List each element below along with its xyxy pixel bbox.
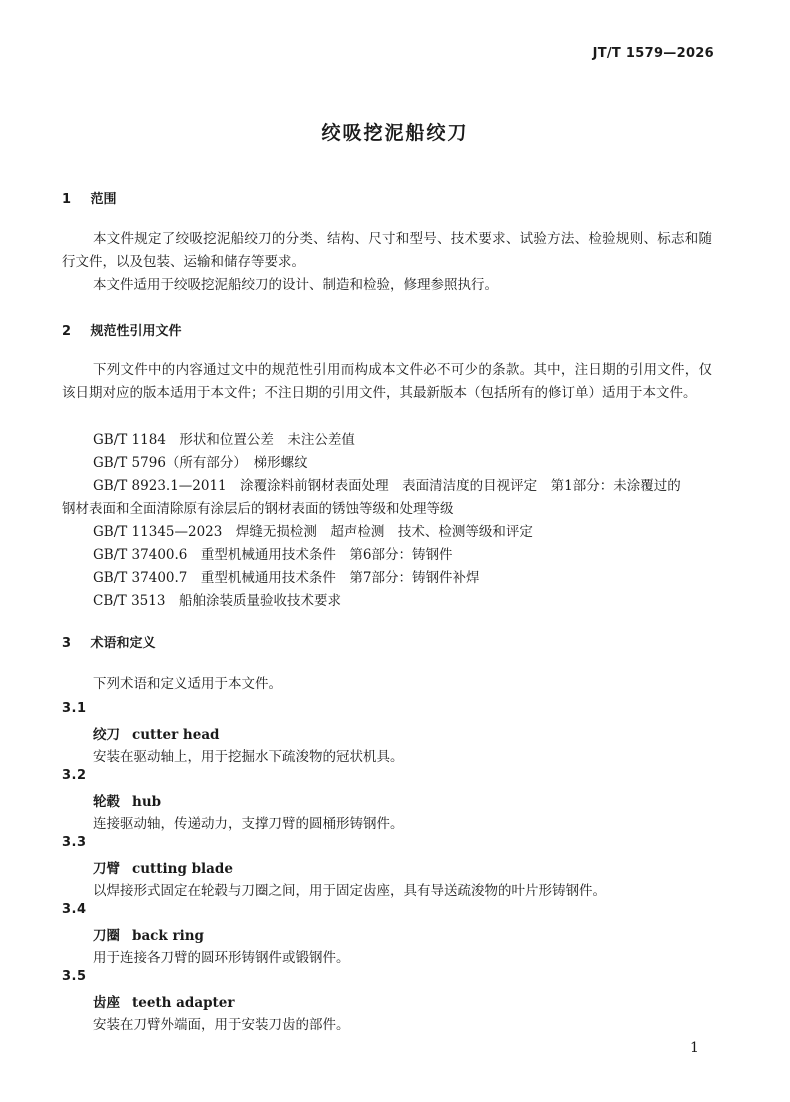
term-definition: 用于连接各刀臂的圆环形铸钢件或锻钢件。 xyxy=(93,950,350,966)
section-3-heading xyxy=(62,632,156,651)
section-number: 2 xyxy=(62,324,72,339)
reference-item: GB/T 37400.7 重型机械通用技术条件 第7部分：铸钢件补焊 xyxy=(93,570,480,586)
reference-item: CB/T 3513 船舶涂装质量验收技术要求 xyxy=(93,593,341,609)
reference-item: GB/T 37400.6 重型机械通用技术条件 第6部分：铸钢件 xyxy=(93,547,453,563)
reference-item: GB/T 1184 形状和位置公差 未注公差值 xyxy=(93,432,355,448)
section-number: 1 xyxy=(62,192,72,207)
term-number: 3.4 xyxy=(62,902,87,917)
term-number: 3.3 xyxy=(62,835,87,850)
scope-paragraph-2: 本文件适用于绞吸挖泥船绞刀的设计、制造和检验，修理参照执行。 xyxy=(93,277,498,293)
section-title: 术语和定义 xyxy=(90,636,156,651)
term-en: teeth adapter xyxy=(132,995,235,1011)
reference-item: GB/T 11345—2023 焊缝无损检测 超声检测 技术、检测等级和评定 xyxy=(93,524,533,540)
term-en: hub xyxy=(132,794,162,810)
term-number: 3.5 xyxy=(62,969,87,984)
reference-item: GB/T 5796（所有部分） 梯形螺纹 xyxy=(93,455,308,471)
term-definition: 安装在驱动轴上，用于挖掘水下疏浚物的冠状机具。 xyxy=(93,749,404,765)
term-name xyxy=(93,857,233,877)
term-name xyxy=(93,723,220,743)
term-number: 3.1 xyxy=(62,701,87,716)
reference-item: GB/T 8923.1—2011 涂覆涂料前钢材表面处理 表面清洁度的目视评定 第1部分：未涂覆过的 xyxy=(93,478,681,494)
term-definition: 以焊接形式固定在轮毂与刀圈之间，用于固定齿座，具有导送疏浚物的叶片形铸钢件。 xyxy=(93,883,606,899)
references-intro-paragraph: 下列文件中的内容通过文中的规范性引用而构成本文件必不可少的条款。其中，注日期的引用文件，仅该日期对应的版本适用于本文件；不注日期的引用文件，其最新版本（包括所有的修订单）适用于本文件。 xyxy=(62,362,712,401)
standard-code: JT/T 1579—2026 xyxy=(592,46,714,61)
term-en: cutting blade xyxy=(132,861,233,877)
term-definition: 连接驱动轴，传递动力，支撑刀臂的圆桶形铸钢件。 xyxy=(93,816,404,832)
section-title: 范围 xyxy=(90,192,117,207)
term-zh: 轮毂 xyxy=(93,794,120,810)
term-number: 3.2 xyxy=(62,768,87,783)
term-en: cutter head xyxy=(132,727,220,743)
document-title: 绞吸挖泥船绞刀 xyxy=(321,122,469,144)
section-2-heading xyxy=(62,320,182,339)
reference-item-continuation: 钢材表面和全面清除原有涂层后的钢材表面的锈蚀等级和处理等级 xyxy=(62,501,454,517)
terms-intro: 下列术语和定义适用于本文件。 xyxy=(93,676,282,692)
term-definition: 安装在刀臂外端面，用于安装刀齿的部件。 xyxy=(93,1017,350,1033)
term-zh: 刀臂 xyxy=(93,861,120,877)
section-title: 规范性引用文件 xyxy=(90,324,182,339)
term-zh: 齿座 xyxy=(93,995,120,1011)
page-number: 1 xyxy=(690,1040,699,1056)
term-en: back ring xyxy=(132,928,204,944)
term-name xyxy=(93,924,204,944)
term-zh: 刀圈 xyxy=(93,928,120,944)
term-zh: 绞刀 xyxy=(93,727,120,743)
section-1-heading xyxy=(62,188,117,207)
scope-paragraph-1: 本文件规定了绞吸挖泥船绞刀的分类、结构、尺寸和型号、技术要求、试验方法、检验规则、标志和随行文件，以及包装、运输和储存等要求。 xyxy=(62,231,712,270)
term-name xyxy=(93,991,234,1011)
term-name xyxy=(93,790,161,810)
section-number: 3 xyxy=(62,636,72,651)
